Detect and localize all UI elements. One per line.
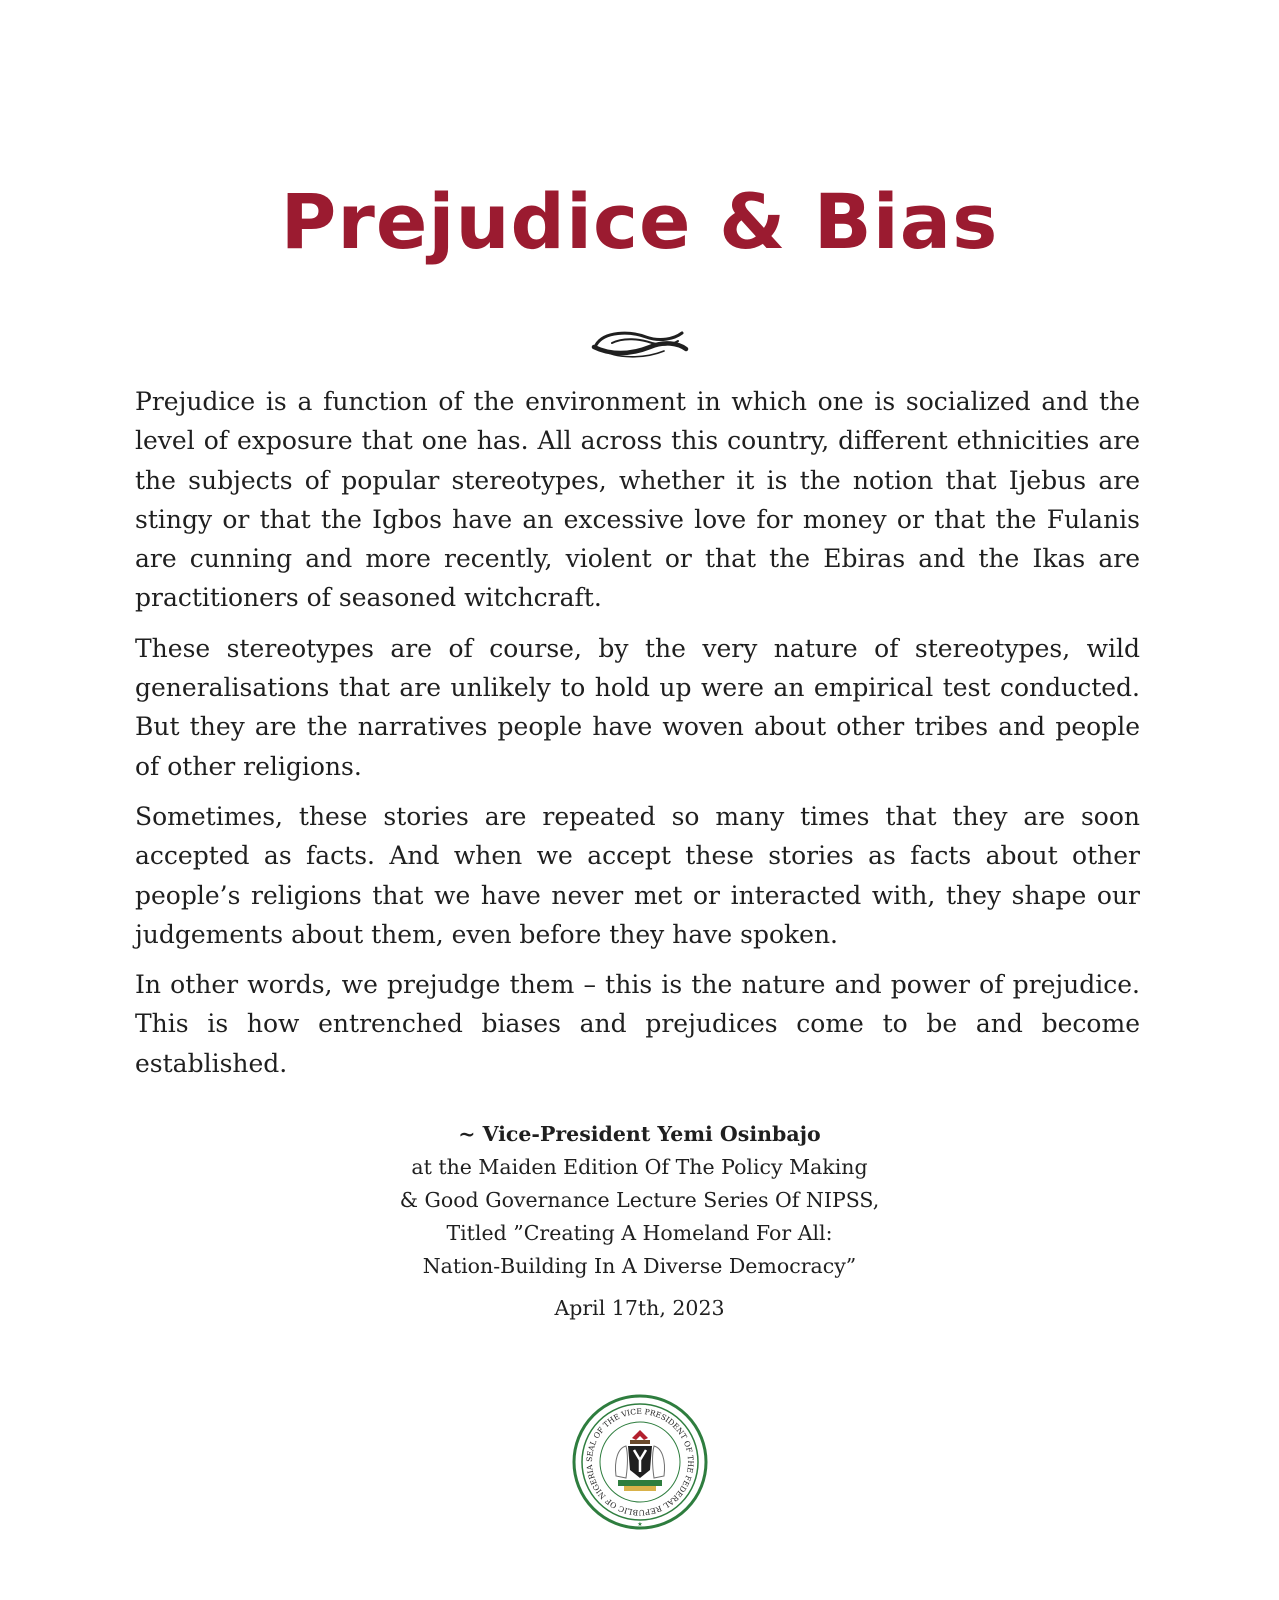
seal-ring-text: SEAL OF THE VICE PRESIDENT OF THE FEDERAL REPUBLIC OF NIGERIA: [584, 1406, 696, 1518]
coat-of-arms: [615, 1430, 664, 1491]
paragraph: In other words, we prejudge them – this is the nature and power of prejudice. This is how entrenched biases and prejudices come to be and become established.: [135, 970, 1140, 1078]
attribution-line: at the Maiden Edition Of The Policy Making: [411, 1155, 868, 1179]
attribution-author: ~ Vice-President Yemi Osinbajo: [458, 1122, 821, 1146]
page-title: Prejudice & Bias: [280, 177, 999, 266]
paragraph: These stereotypes are of course, by the very nature of stereotypes, wild generalisations that are unlikely to hold up were an empirical test conducted. But they are the narratives people have woven about other tribes and people of other religions.: [135, 633, 1140, 781]
vice-president-seal-icon: [572, 1394, 708, 1530]
attribution: [0, 1118, 1279, 1325]
attribution-line: & Good Governance Lecture Series Of NIPSS,: [399, 1188, 880, 1212]
svg-text:★: ★: [637, 1521, 643, 1528]
paragraph: Sometimes, these stories are repeated so many times that they are soon accepted as facts. And when we accept these stories as facts about other people’s religions that we have never met or interacted with, they shape our judgements about them, even before they have spoken.: [135, 801, 1140, 949]
attribution-date: April 17th, 2023: [554, 1296, 725, 1320]
attribution-line: Nation-Building In A Diverse Democracy”: [422, 1254, 857, 1278]
article-body: [135, 382, 1140, 1094]
swirl-divider-icon: [590, 325, 690, 361]
paragraph: Prejudice is a function of the environment in which one is socialized and the level of exposure that one has. All across this country, different ethnicities are the subjects of popular stereotypes, whether it is the notion that Ijebus are stingy or that the Igbos have an excessive love for money or that the Fulanis are cunning and more recently, violent or that the Ebiras and the Ikas are practitioners of seasoned witchcraft.: [135, 387, 1140, 613]
attribution-line: Titled ”Creating A Homeland For All:: [446, 1221, 833, 1245]
